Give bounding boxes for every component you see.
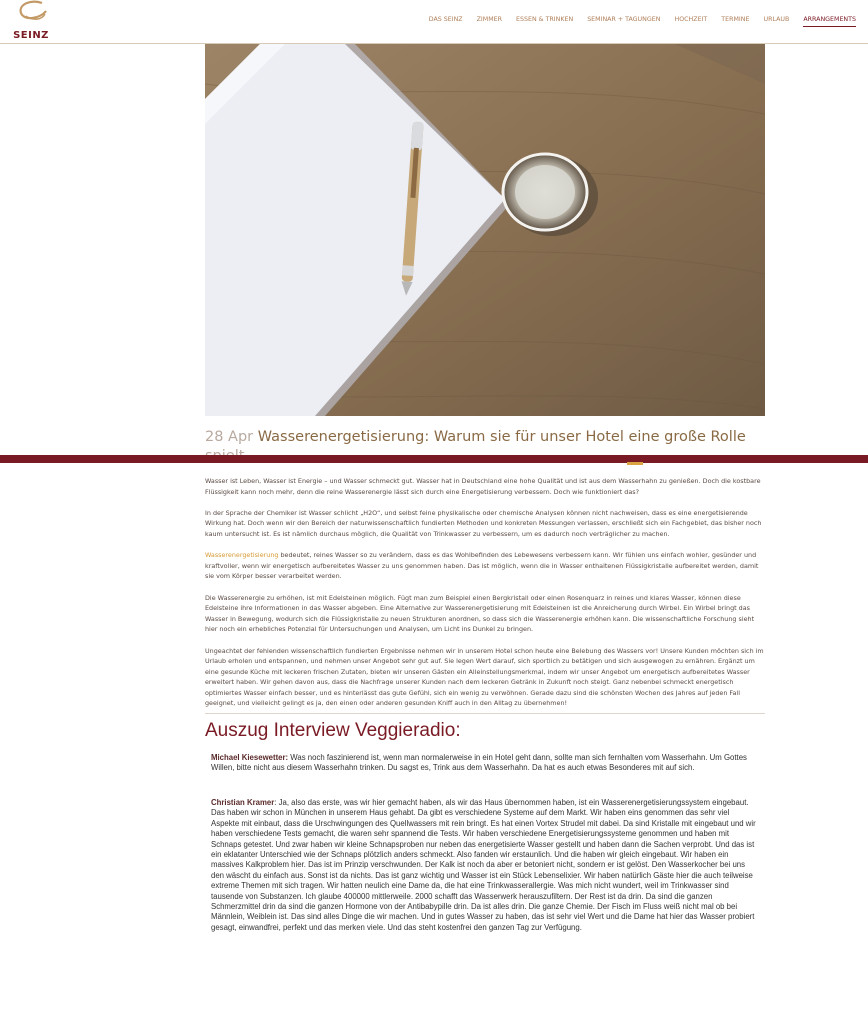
paragraph-1: Wasser ist Leben, Wasser ist Energie – und Wasser schmeckt gut. Wasser hat in Deutschland eine hohe Qualität und ist aus dem Wasserhahn zu genießen. Doch die kostbare Flüssigkeit kann noch mehr, denn die reine Wasserenergie lässt sich durch eine Energetisierung verbessern. Doch wie funktioniert das? [205, 477, 761, 496]
paragraph-3 [205, 550, 765, 582]
nav-das-seinz[interactable]: DAS SEINZ [428, 16, 463, 23]
article-body [205, 476, 765, 957]
interview-question [211, 753, 759, 774]
paper-pen-glass-illustration [205, 44, 765, 416]
seinz-logo[interactable] [8, 0, 54, 43]
nav-arrangements[interactable]: ARRANGEMENTS [803, 16, 856, 27]
nav-essen-trinken[interactable]: ESSEN & TRINKEN [516, 16, 574, 23]
paragraph-2: In der Sprache der Chemiker ist Wasser schlicht „H2O“, und selbst feine physikalische oder chemische Analysen können nicht nachweisen, dass es eine energetisierende Wirkung hat. Doch wenn wir den Bereich der naturwissenschaftlich fundierten Methoden und konkreten Messungen verlassen, erschließt sich ein Fachgebiet, das bisher noch kaum untersucht ist. Es ist nämlich durchaus möglich, die Qualität von Trinkwasser zu verbessern, um es dadurch noch verträglicher zu machen. [205, 508, 762, 538]
accent-bar [0, 455, 868, 463]
nav-urlaub[interactable]: URLAUB [763, 16, 790, 23]
nav-seminar-tagungen[interactable]: SEMINAR + TAGUNGEN [587, 16, 661, 23]
nav-hochzeit[interactable]: HOCHZEIT [674, 16, 708, 23]
wasserenergetisierung-link[interactable]: Wasserenergetisierung [205, 551, 279, 560]
interview-answer [211, 798, 759, 933]
interview-heading: Auszug Interview Veggieradio: [205, 720, 461, 742]
paragraph-4: Die Wasserenergie zu erhöhen, ist mit Edelsteinen möglich. Fügt man zum Beispiel einen Bergkristall oder einen Rosenquarz in reines und klares Wasser, können diese Edelsteine ihre Informationen in das Wasser abgeben. Eine Alternative zur Wasserenergetisierung mit Edelsteinen ist die Anreicherung durch Wirbel. Ein Wirbel bringt das Wasser in Bewegung, wodurch sich die Flüssigkristalle zu neuen Strukturen anordnen, so dass sich die Wasserenergie erhöhen kann. Die wissenschaftliche Forschung sieht hier noch ein erhebliches Potenzial für Untersuchungen und Analysen, um Licht ins Dunkel zu bringen. [205, 593, 755, 634]
section-divider [205, 713, 765, 714]
interviewer-name: Michael Kiesewetter: [211, 753, 289, 763]
paragraph-5: Ungeachtet der fehlenden wissenschaftlich fundierten Ergebnisse nehmen wir in unserem Hotel schon heute eine Belebung des Wassers vor! Unsere Kunden möchten sich im Urlaub erholen und entspannen, und nehmen unser Angebot sehr gut auf. Sie legen Wert darauf, sich sportlich zu betätigen und sich ausgewogen zu ernähren. Ergänzt um eine gesunde Küche mit leckeren frischen Zutaten, bieten wir unseren Gästen ein Alleinstellungsmerkmal, indem wir unser Angebot um energetisch aufbereitetes Wasser erweitert haben. Wir gehen davon aus, dass die Nachfrage unserer Kunden nach dem leckeren Getränk in Zukunft noch steigt. Ganz nebenbei schmeckt energetisch optimiertes Wasser einfach besser, und es hinterlässt das gute Gefühl, sich ein wenig zu verwöhnen. Gerade dazu sind die schönsten Wochen des Jahres auf jeden Fall geeignet, und vielleicht gelingt es ja, den einen oder anderen gesunden Kniff auch in den Alltag zu übernehmen! [205, 646, 764, 708]
nav-termine[interactable]: TERMINE [721, 16, 750, 23]
interview-question-text: Was noch faszinierend ist, wenn man normalerweise in ein Hotel geht dann, sollte man sich fernhalten vom Wasserhahn. Um Gottes Willen, bitte nicht aus diesem Wasserhahn trinken. Du sagst es, Trink aus dem Wasserhahn. Da hat es auch etwas Besonderes mit auf sich. [211, 753, 747, 773]
site-header [0, 0, 868, 44]
article-date: 28 Apr [205, 429, 254, 445]
nav-zimmer[interactable]: ZIMMER [476, 16, 502, 23]
main-nav [415, 16, 856, 27]
interview-answer-text: : Ja, also das erste, was wir hier gemacht haben, als wir das Haus übernommen haben, ist ein Wasserenergetisierungssystem eingebaut. Das haben wir schon in München in unserem Haus gehabt. Da gibt es verschiedene Systeme auf dem Markt. Wir haben eins genommen das sehr viel Aspekte mit einbaut, dass die Urschwingungen des Quellwassers mit rein bringt. Es hat einen Vortex Strudel mit dabei. Da sind Kristalle mit eingebaut und wir haben verschiedene Tests gemacht, die waren sehr spannend die Tests. Wir haben verschiedene Energetisierungssysteme genommen und haben mit Schnaps getestet. Und zwar haben wir kleine Schnapsproben nur neben das energetisierte Wasser gestellt und haben dann die Sachen verprobt. Und das ist ein eklatanter Unterschied wie der Schnaps plötzlich anders schmeckt. Also fanden wir erstaunlich. Und die haben wir gleich eingebaut. Wir haben ein massives Kalkproblem hier. Das ist im Prinzip verschwunden. Der Kalk ist noch da aber er betoniert nicht, sondern er ist gelöst. Den Wasserkocher bei uns den wäscht du einfach aus. Sonst ist da nichts. Das ist ganz wichtig und Wasser ist ein Stück Lebenselixier. Wir haben natürlich Gäste hier die auch teilweise extreme Themen mit sich tragen. Wir hatten neulich eine Dame da, die hat eine Trinkwasserallergie. Was mich nicht wundert, weil im Trinkwasser sind tausende von Substanzen. Ich glaube 400000 mittlerweile. 2000 schafft das Wasserwerk herauszufiltern. Der Rest ist da drin. Da sind die ganzen Schmerzmittel drin da sind die ganzen Hormone von der Antibabypille drin. Da ist alles drin. Die ganze Chemie. Der Fisch im Fluss weiß nicht mal ob bei Männlein, Weiblein ist. Das sind alles Dinge die wir machen. Und in gutes Wasser zu haben, das ist sehr viel Wert und die Dame hat hier das Wasser probiert gesagt, einwandfrei, perfekt und das merken viele. Und das steht kostenfrei den ganzen Tag zur Verfügung. [211, 797, 756, 932]
logo-text: SEINZ [13, 30, 49, 41]
logo-swirl-icon [12, 0, 52, 28]
paragraph-3-text: bedeutet, reines Wasser so zu verändern, dass es das Wohlbefinden des Lebewesens verbessern kann. Wir fühlen uns einfach wohler, gesünder und kraftvoller, wenn wir energetisch aufbereitetes Wasser zu uns genommen haben. Das ist möglich, wenn die in Wasser enthaltenen Flüssigkristalle aufbereitet werden, damit sie vom Körper besser verarbeitet werden. [205, 551, 759, 581]
interview-excerpt [205, 753, 765, 933]
article-title-text: Wasserenergetisierung: Warum sie für unser Hotel eine große Rolle [257, 429, 746, 445]
interviewee-name: Christian Kramer [211, 797, 275, 807]
accent-bar-marker [627, 462, 643, 465]
hero-image [205, 44, 765, 416]
